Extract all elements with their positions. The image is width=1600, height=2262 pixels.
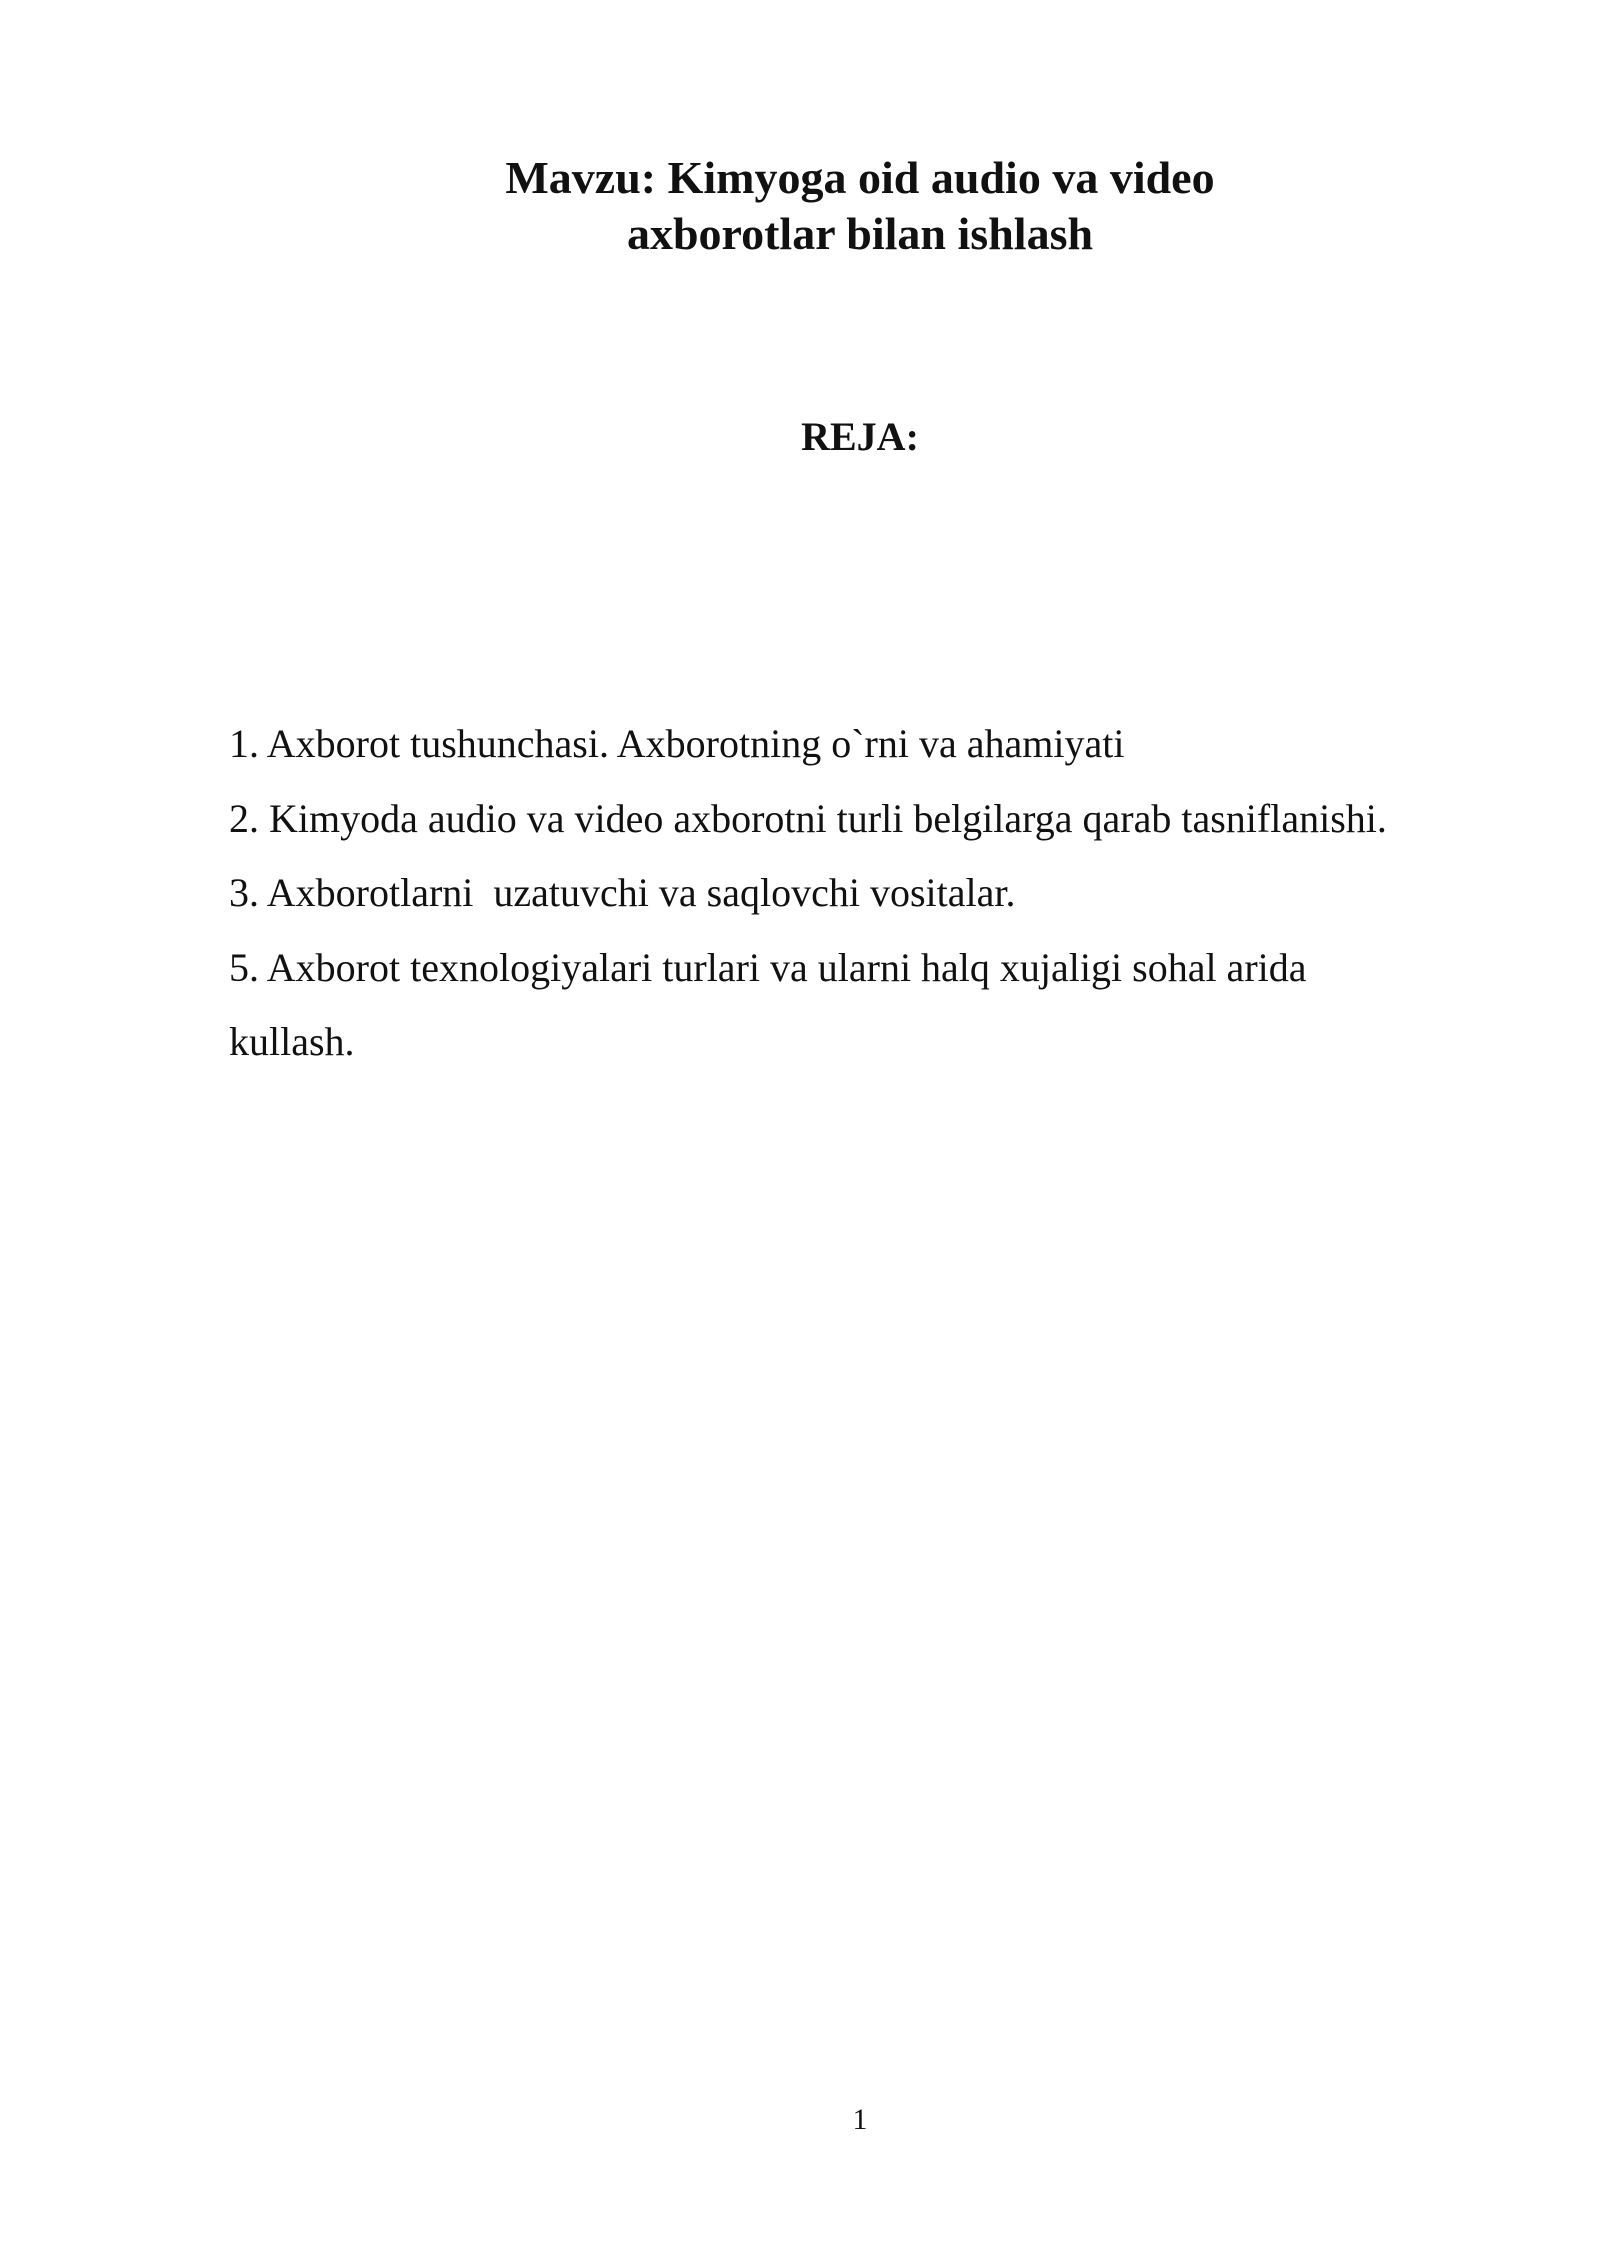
plan-item-1: 1. Axborot tushunchasi. Axborotning o`rni va ahamiyati (229, 721, 1125, 766)
plan-list (229, 707, 1409, 1080)
plan-heading: REJA: (801, 414, 919, 459)
plan-item-4: 5. Axborot texnologiyalari turlari va ularni halq xujaligi sohal arida kullash. (229, 944, 1317, 1064)
page-number: 1 (852, 2103, 868, 2136)
title-line-2: axborotlar bilan ishlash (626, 208, 1094, 259)
plan-item-2: 2. Kimyoda audio va video axborotni turli belgilarga qarab tasniflanishi. (229, 795, 1387, 841)
plan-item-3: 3. Axborotlarni uzatuvchi va saqlovchi vositalar. (229, 870, 1016, 915)
document-title (260, 150, 1460, 262)
title-line-1: Mavzu: Kimyoga oid audio va video (505, 152, 1215, 203)
